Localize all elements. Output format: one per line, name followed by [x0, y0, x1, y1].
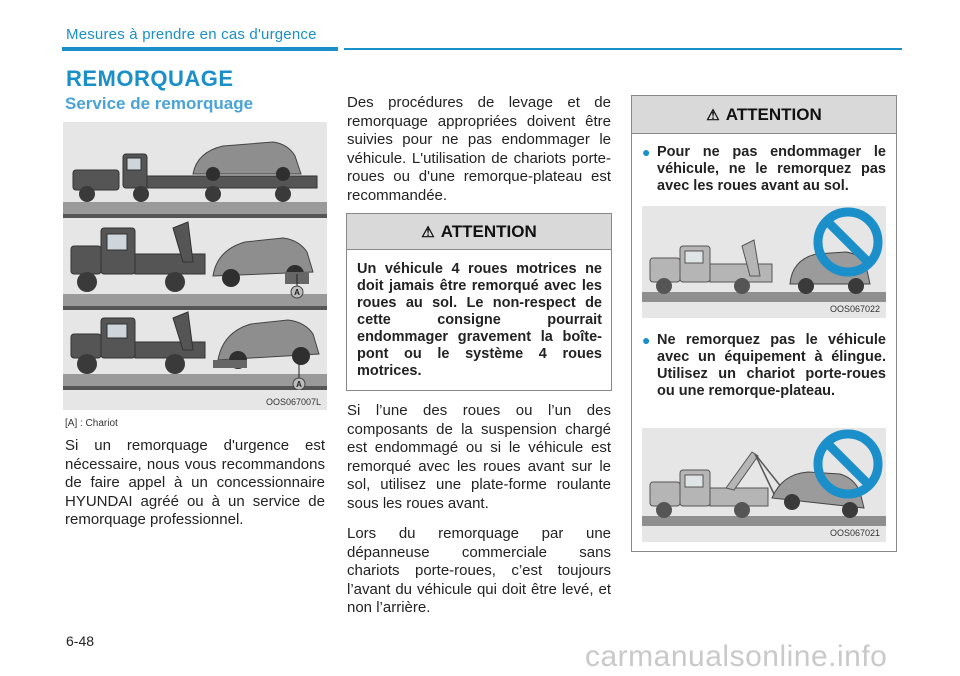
running-header: Mesures à prendre en cas d'urgence — [66, 26, 317, 43]
watermark: carmanualsonline.info — [585, 640, 888, 673]
towing-methods-figure — [63, 122, 327, 410]
figure-caption: [A] : Chariot — [65, 418, 118, 429]
bullet-text-1: Pour ne pas endommager le véhicule, ne le remorquez pas avec les roues avant au sol. — [657, 144, 886, 194]
figure-code-2: OOS067021 — [829, 528, 880, 538]
warning-icon: ⚠ — [421, 224, 435, 241]
attention-text: Un véhicule 4 roues motrices ne doit jamais être remorqué avec les roues au sol. Le non-respect de cette consigne pourrait endommager gravement la boîte-pont ou le système 4 roues motrices. — [357, 261, 602, 379]
header-rule-thin — [344, 48, 902, 50]
middle-paragraph-1: Des procédures de levage et de remorquage appropriées doivent être suivies pour ne pas endommager le véhicule. L'utilisation de chariots porte-roues ou d'une remorque-plateau est recommandée. — [347, 94, 611, 204]
attention-header: ⚠ ATTENTION — [347, 214, 611, 250]
figure-code: OOS067007L — [265, 397, 321, 407]
attention-box-right — [631, 95, 897, 552]
label-a-1: A — [294, 288, 300, 297]
figure-code-1: OOS067022 — [829, 304, 880, 314]
bullet-icon: ● — [642, 144, 651, 160]
bullet-item-2 — [642, 332, 886, 400]
label-a-2: A — [296, 380, 302, 389]
warning-icon: ⚠ — [706, 107, 720, 124]
page-number: 6-48 — [66, 633, 95, 649]
attention-header-right: ⚠ ATTENTION — [632, 96, 896, 134]
subsection-title: Service de remorquage — [65, 94, 254, 113]
bullet-item-1 — [642, 144, 886, 195]
section-title: REMORQUAGE — [66, 66, 234, 91]
header-rule-thick — [62, 47, 338, 51]
prohibited-towing-figure-2 — [642, 428, 886, 542]
middle-paragraph-2: Si l’une des roues ou l’un des composants de la suspension chargé est endommagé ou si le véhicule est remorqué avec les roues avant sur le sol, utilisez une plate-forme roulante sous les roues avant. — [347, 402, 611, 512]
attention-box-middle — [346, 213, 612, 391]
bullet-text-2: Ne remorquez pas le véhicule avec un équipement à élingue. Utilisez un chariot porte-roues ou une remorque-plateau. — [657, 332, 886, 399]
middle-paragraph-3: Lors du remorquage par une dépanneuse commerciale sans chariots porte-roues, c’est toujours l’avant du véhicule qui doit être levé, et non l’arrière. — [347, 525, 611, 616]
left-paragraph: Si un remorquage d'urgence est nécessaire, nous vous recommandons de faire appel à un concessionnaire HYUNDAI agréé ou à un service de remorquage professionnel. — [65, 437, 325, 528]
bullet-icon: ● — [642, 332, 651, 348]
prohibited-towing-figure-1 — [642, 206, 886, 318]
